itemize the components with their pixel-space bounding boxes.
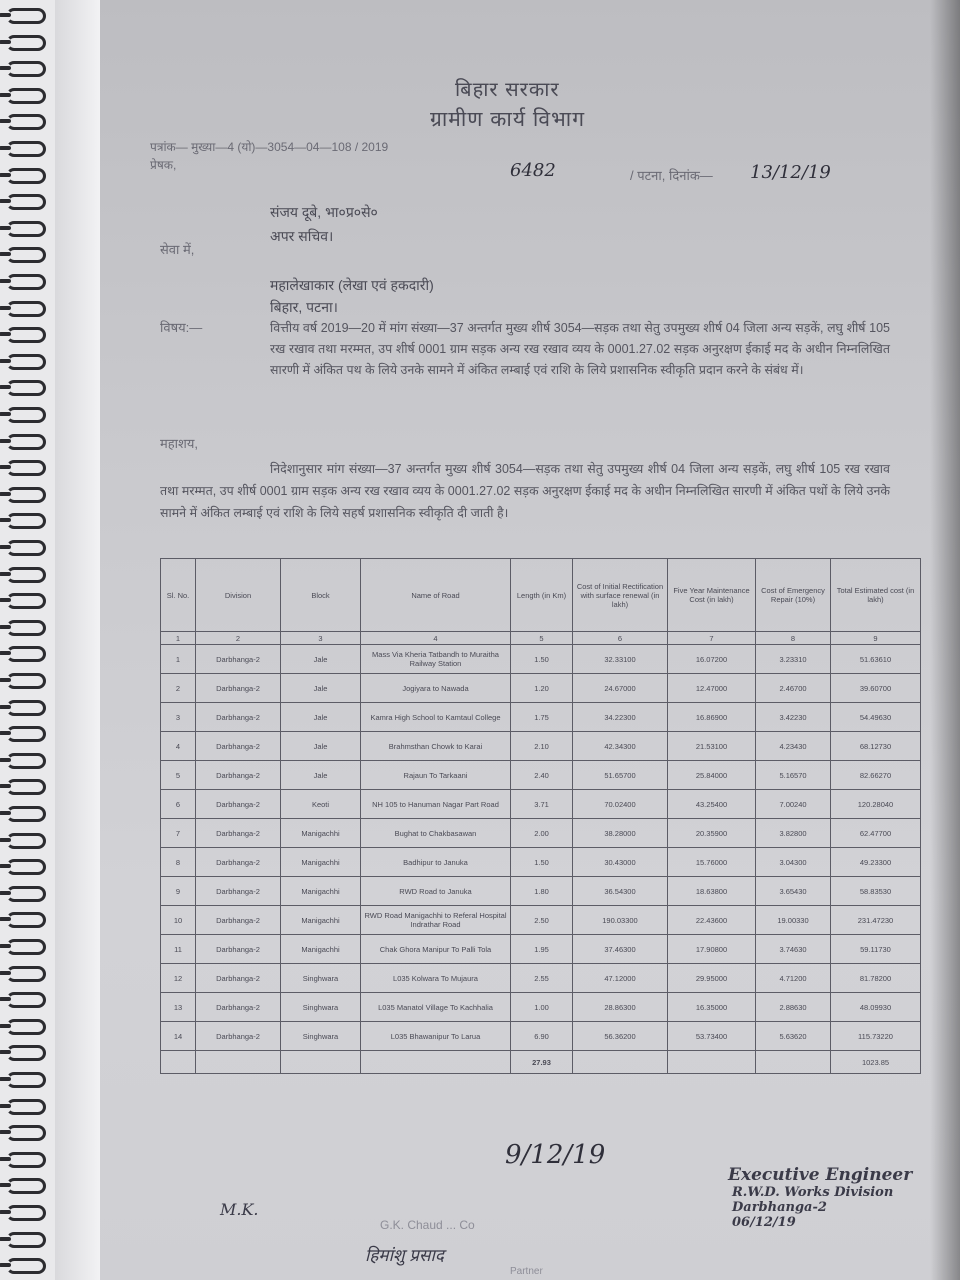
binding-coil <box>6 460 46 476</box>
binding-coil <box>6 673 46 689</box>
index-row <box>161 632 921 645</box>
column-header: Total Estimated cost (in lakh) <box>831 559 921 632</box>
column-header: Name of Road <box>361 559 511 632</box>
table-cell: Darbhanga-2 <box>196 848 281 877</box>
table-cell: 2.55 <box>511 964 573 993</box>
table-row <box>161 703 921 732</box>
sender-title: अपर सचिव। <box>270 228 334 244</box>
binding-coil <box>6 434 46 450</box>
binding-coil <box>6 992 46 1008</box>
table-cell: 20.35900 <box>668 819 756 848</box>
table-cell: 2.46700 <box>756 674 831 703</box>
table-cell: Darbhanga-2 <box>196 993 281 1022</box>
table-cell: 3.74630 <box>756 935 831 964</box>
binding-coil <box>6 327 46 343</box>
table-cell: 2.40 <box>511 761 573 790</box>
table-cell: Darbhanga-2 <box>196 761 281 790</box>
binding-coil <box>6 487 46 503</box>
table-cell: 5 <box>161 761 196 790</box>
binding-coil <box>6 806 46 822</box>
page-edge <box>55 0 100 1280</box>
table-row <box>161 732 921 761</box>
table-cell: 6 <box>161 790 196 819</box>
table-cell: Darbhanga-2 <box>196 906 281 935</box>
column-header: Cost of Initial Rectification with surface renewal (in lakh) <box>573 559 668 632</box>
table-cell: Singhwara <box>281 993 361 1022</box>
table-cell: 43.25400 <box>668 790 756 819</box>
place-date-label: / पटना, दिनांक— <box>630 168 713 183</box>
binding-coil <box>6 1205 46 1221</box>
table-cell: 3.04300 <box>756 848 831 877</box>
binding-coil <box>6 407 46 423</box>
table-cell: 1.00 <box>511 993 573 1022</box>
letter-number <box>150 138 530 174</box>
binding-coil <box>6 1152 46 1168</box>
binding-coil <box>6 1045 46 1061</box>
table-cell: 1.80 <box>511 877 573 906</box>
table-cell: 8 <box>161 848 196 877</box>
table-row <box>161 906 921 935</box>
table-cell: Jale <box>281 645 361 674</box>
table-cell: 32.33100 <box>573 645 668 674</box>
department-heading: ग्रामीण कार्य विभाग <box>430 108 586 131</box>
table-cell: 1 <box>161 645 196 674</box>
table-cell: Manigachhi <box>281 935 361 964</box>
bottom-handwriting: हिमांशु प्रसाद <box>365 1246 444 1265</box>
column-header: Five Year Maintenance Cost (in lakh) <box>668 559 756 632</box>
handwritten-number: 6482 <box>510 160 556 181</box>
total-length: 27.93 <box>511 1051 573 1074</box>
table-cell: 190.03300 <box>573 906 668 935</box>
handwritten-initial: 9/12/19 <box>505 1140 606 1170</box>
table-cell: Bughat to Chakbasawan <box>361 819 511 848</box>
table-row <box>161 1022 921 1051</box>
binding-coil <box>6 886 46 902</box>
table-row <box>161 848 921 877</box>
table-row <box>161 645 921 674</box>
empty-cell <box>668 1051 756 1074</box>
sender-block <box>270 200 378 248</box>
index-cell: 9 <box>831 632 921 645</box>
binding-coil <box>6 88 46 104</box>
table-cell: 49.23300 <box>831 848 921 877</box>
table-cell: Darbhanga-2 <box>196 790 281 819</box>
binding-coil <box>6 912 46 928</box>
subject-label: विषय:— <box>160 320 203 335</box>
table-cell: 1.75 <box>511 703 573 732</box>
binding-coil <box>6 966 46 982</box>
table-cell: 5.16570 <box>756 761 831 790</box>
table-cell: Darbhanga-2 <box>196 964 281 993</box>
table-row <box>161 819 921 848</box>
left-initial: M.K. <box>220 1200 259 1219</box>
table-cell: 1.95 <box>511 935 573 964</box>
binding-coil <box>6 859 46 875</box>
binding-coil <box>6 247 46 263</box>
table-cell: 3.71 <box>511 790 573 819</box>
table-row <box>161 674 921 703</box>
index-cell: 5 <box>511 632 573 645</box>
column-header: Division <box>196 559 281 632</box>
column-header: Length (in Km) <box>511 559 573 632</box>
table-cell: 19.00330 <box>756 906 831 935</box>
table-cell: Darbhanga-2 <box>196 1022 281 1051</box>
table-cell: 120.28040 <box>831 790 921 819</box>
table-cell: 6.90 <box>511 1022 573 1051</box>
table-cell: 42.34300 <box>573 732 668 761</box>
binding-coil <box>6 168 46 184</box>
table-cell: 51.63610 <box>831 645 921 674</box>
table-cell: 16.86900 <box>668 703 756 732</box>
index-cell: 8 <box>756 632 831 645</box>
binding-coil <box>6 939 46 955</box>
table-cell: 4.71200 <box>756 964 831 993</box>
table-cell: Jale <box>281 703 361 732</box>
binding-coil <box>6 779 46 795</box>
binding-coil <box>6 301 46 317</box>
binding-coil <box>6 567 46 583</box>
table-cell: 17.90800 <box>668 935 756 964</box>
binding-coil <box>6 354 46 370</box>
stamp-district: Darbhanga-2 <box>732 1200 827 1215</box>
table-cell: 36.54300 <box>573 877 668 906</box>
stamp-date: 06/12/19 <box>732 1215 796 1230</box>
empty-cell <box>573 1051 668 1074</box>
table-cell: Jogiyara to Nawada <box>361 674 511 703</box>
binding-coil <box>6 274 46 290</box>
index-cell: 3 <box>281 632 361 645</box>
table-cell: Chak Ghora Manipur To Palli Tola <box>361 935 511 964</box>
binding-coil <box>6 61 46 77</box>
bottom-subtext: Partner <box>510 1266 543 1277</box>
table-cell: Jale <box>281 761 361 790</box>
table-cell: Manigachhi <box>281 906 361 935</box>
table-cell: 2.88630 <box>756 993 831 1022</box>
table-cell: 15.76000 <box>668 848 756 877</box>
index-cell: 7 <box>668 632 756 645</box>
column-header: Cost of Emergency Repair (10%) <box>756 559 831 632</box>
binding-coil <box>6 114 46 130</box>
sanction-table <box>160 558 921 1074</box>
table-cell: Manigachhi <box>281 848 361 877</box>
index-cell: 4 <box>361 632 511 645</box>
binding-coil <box>6 593 46 609</box>
table-cell: 82.66270 <box>831 761 921 790</box>
empty-cell <box>756 1051 831 1074</box>
index-cell: 6 <box>573 632 668 645</box>
body-text: निदेशानुसार मांग संख्या—37 अन्तर्गत मुख्य शीर्ष 3054—सड़क तथा सेतु उपमुख्य शीर्ष 04 जिला अन्य सड़कें, लघु शीर्ष 105 रख रखाव तथा मरम्मत, उप शीर्ष 0001 ग्राम सड़क अन्य रख रखाव व्यय के 0001.27.02 सड़क अनुरक्षण ईकाई मद के अधीन निम्नलिखित सारणी में अंकित पथों के लिये उनके सामने में अंकित लम्बाई एवं राशि के लिये सहर्ष प्रशासनिक स्वीकृति दी जाती है। <box>160 462 890 520</box>
empty-cell <box>281 1051 361 1074</box>
total-amount: 1023.85 <box>831 1051 921 1074</box>
table-cell: Kamra High School to Kamtaul College <box>361 703 511 732</box>
table-cell: 2.50 <box>511 906 573 935</box>
addressee-block <box>270 274 434 318</box>
table-cell: RWD Road Manigachhi to Referal Hospital Indrathar Road <box>361 906 511 935</box>
government-heading: बिहार सरकार <box>455 79 560 101</box>
page-shadow <box>930 0 960 1280</box>
patrank-line: पत्रांक— मुख्या—4 (यो)—3054—04—108 / 2019 <box>150 140 389 154</box>
executive-engineer-stamp <box>728 1165 912 1230</box>
binding-coil <box>6 221 46 237</box>
index-cell: 2 <box>196 632 281 645</box>
table-cell: Keoti <box>281 790 361 819</box>
table-row <box>161 761 921 790</box>
table-cell: 24.67000 <box>573 674 668 703</box>
table-cell: 3 <box>161 703 196 732</box>
table-cell: 115.73220 <box>831 1022 921 1051</box>
table-cell: Darbhanga-2 <box>196 703 281 732</box>
table-cell: 3.65430 <box>756 877 831 906</box>
table-cell: 47.12000 <box>573 964 668 993</box>
table-cell: 12.47000 <box>668 674 756 703</box>
binding-coil <box>6 513 46 529</box>
binding-coil <box>6 141 46 157</box>
empty-cell <box>361 1051 511 1074</box>
table-cell: 1.50 <box>511 848 573 877</box>
table-cell: Rajaun To Tarkaani <box>361 761 511 790</box>
table-cell: RWD Road to Januka <box>361 877 511 906</box>
binding-coil <box>6 540 46 556</box>
table-cell: 3.42230 <box>756 703 831 732</box>
binding-coil <box>6 1072 46 1088</box>
table-cell: 29.95000 <box>668 964 756 993</box>
table-cell: Jale <box>281 674 361 703</box>
stamp-division: R.W.D. Works Division <box>732 1185 894 1200</box>
table-cell: 22.43600 <box>668 906 756 935</box>
table-cell: 10 <box>161 906 196 935</box>
binding-coil <box>6 726 46 742</box>
empty-cell <box>196 1051 281 1074</box>
table-cell: 9 <box>161 877 196 906</box>
table-cell: 12 <box>161 964 196 993</box>
binding-coil <box>6 194 46 210</box>
binding-coil <box>6 833 46 849</box>
faint-stamp-text: G.K. Chaud ... Co <box>380 1218 475 1232</box>
table-cell: Darbhanga-2 <box>196 732 281 761</box>
table-cell: 38.28000 <box>573 819 668 848</box>
table-row <box>161 790 921 819</box>
table-cell: 13 <box>161 993 196 1022</box>
addressee-name: महालेखाकार (लेखा एवं हकदारी) <box>270 277 434 293</box>
table-cell: 54.49630 <box>831 703 921 732</box>
table-cell: Badhipur to Januka <box>361 848 511 877</box>
table-cell: 5.63620 <box>756 1022 831 1051</box>
binding-coil <box>6 646 46 662</box>
table-cell: Mass Via Kheria Tatbandh to Muraitha Railway Station <box>361 645 511 674</box>
table-cell: Jale <box>281 732 361 761</box>
table-cell: 2.00 <box>511 819 573 848</box>
table-cell: 28.86300 <box>573 993 668 1022</box>
table-cell: Darbhanga-2 <box>196 877 281 906</box>
table-cell: 14 <box>161 1022 196 1051</box>
table-row <box>161 993 921 1022</box>
table-cell: Singhwara <box>281 964 361 993</box>
table-row <box>161 964 921 993</box>
table-cell: 53.73400 <box>668 1022 756 1051</box>
subject-text: वित्तीय वर्ष 2019—20 में मांग संख्या—37 अन्तर्गत मुख्य शीर्ष 3054—सड़क तथा सेतु उपमुख्य शीर्ष 04 जिला अन्य सड़कें, लघु शीर्ष 105 रख रखाव तथा मरम्मत, उप शीर्ष 0001 ग्राम सड़क अन्य रख रखाव व्यय के 0001.27.02 सड़क अनुरक्षण ईकाई मद के अधीन निम्नलिखित सारणी में अंकित पथ के लिये उनके सामने में अंकित लम्बाई एवं राशि के लिये प्रशासनिक स्वीकृति प्रदान करने के संबंध में। <box>270 321 890 377</box>
table-cell: 51.65700 <box>573 761 668 790</box>
table-cell: 16.07200 <box>668 645 756 674</box>
table-cell: 18.63800 <box>668 877 756 906</box>
spiral-binding <box>0 0 60 1280</box>
table-cell: 39.60700 <box>831 674 921 703</box>
sender-name: संजय दूबे, भा०प्र०से० <box>270 204 378 220</box>
table-cell: L035 Manatol Village To Kachhalia <box>361 993 511 1022</box>
table-cell: 7 <box>161 819 196 848</box>
document-page <box>100 0 960 1280</box>
binding-coil <box>6 1019 46 1035</box>
column-header: Sl. No. <box>161 559 196 632</box>
table-cell: L035 Bhawanipur To Larua <box>361 1022 511 1051</box>
table-cell: 4.23430 <box>756 732 831 761</box>
table-cell: 81.78200 <box>831 964 921 993</box>
binding-coil <box>6 8 46 24</box>
table-cell: 3.23310 <box>756 645 831 674</box>
stamp-title: Executive Engineer <box>728 1165 913 1185</box>
addressee-place: बिहार, पटना। <box>270 299 338 315</box>
table-cell: 62.47700 <box>831 819 921 848</box>
table-cell: 2.10 <box>511 732 573 761</box>
table-cell: 21.53100 <box>668 732 756 761</box>
table-cell: 34.22300 <box>573 703 668 732</box>
table-cell: Darbhanga-2 <box>196 645 281 674</box>
binding-coil <box>6 1099 46 1115</box>
table-cell: L035 Kolwara To Mujaura <box>361 964 511 993</box>
table-cell: NH 105 to Hanuman Nagar Part Road <box>361 790 511 819</box>
binding-coil <box>6 1258 46 1274</box>
binding-coil <box>6 1125 46 1141</box>
binding-coil <box>6 1232 46 1248</box>
table-cell: 231.47230 <box>831 906 921 935</box>
binding-coil <box>6 620 46 636</box>
table-cell: 2 <box>161 674 196 703</box>
table-cell: 37.46300 <box>573 935 668 964</box>
sender-label: प्रेषक, <box>150 158 177 172</box>
table-cell: 1.20 <box>511 674 573 703</box>
table-cell: 56.36200 <box>573 1022 668 1051</box>
table-cell: Brahmsthan Chowk to Karai <box>361 732 511 761</box>
table-cell: 70.02400 <box>573 790 668 819</box>
table-row <box>161 877 921 906</box>
table-cell: 11 <box>161 935 196 964</box>
binding-coil <box>6 700 46 716</box>
handwritten-date: 13/12/19 <box>750 162 831 183</box>
table-cell: Darbhanga-2 <box>196 674 281 703</box>
binding-coil <box>6 35 46 51</box>
table-row <box>161 935 921 964</box>
table-cell: 58.83530 <box>831 877 921 906</box>
index-cell: 1 <box>161 632 196 645</box>
table-cell: Darbhanga-2 <box>196 819 281 848</box>
table-cell: Darbhanga-2 <box>196 935 281 964</box>
column-header: Block <box>281 559 361 632</box>
table-cell: 16.35000 <box>668 993 756 1022</box>
binding-coil <box>6 753 46 769</box>
to-label: सेवा में, <box>160 242 195 257</box>
table-cell: 25.84000 <box>668 761 756 790</box>
table-cell: 68.12730 <box>831 732 921 761</box>
table-cell: 30.43000 <box>573 848 668 877</box>
table-cell: Singhwara <box>281 1022 361 1051</box>
table-cell: Manigachhi <box>281 819 361 848</box>
table-header-row <box>161 559 921 632</box>
table-cell: 7.00240 <box>756 790 831 819</box>
table-cell: 4 <box>161 732 196 761</box>
binding-coil <box>6 1178 46 1194</box>
binding-coil <box>6 380 46 396</box>
table-cell: 59.11730 <box>831 935 921 964</box>
table-cell: Manigachhi <box>281 877 361 906</box>
table-cell: 48.09930 <box>831 993 921 1022</box>
empty-cell <box>161 1051 196 1074</box>
salutation: महाशय, <box>160 436 199 451</box>
total-row <box>161 1051 921 1074</box>
table-cell: 1.50 <box>511 645 573 674</box>
table-cell: 3.82800 <box>756 819 831 848</box>
